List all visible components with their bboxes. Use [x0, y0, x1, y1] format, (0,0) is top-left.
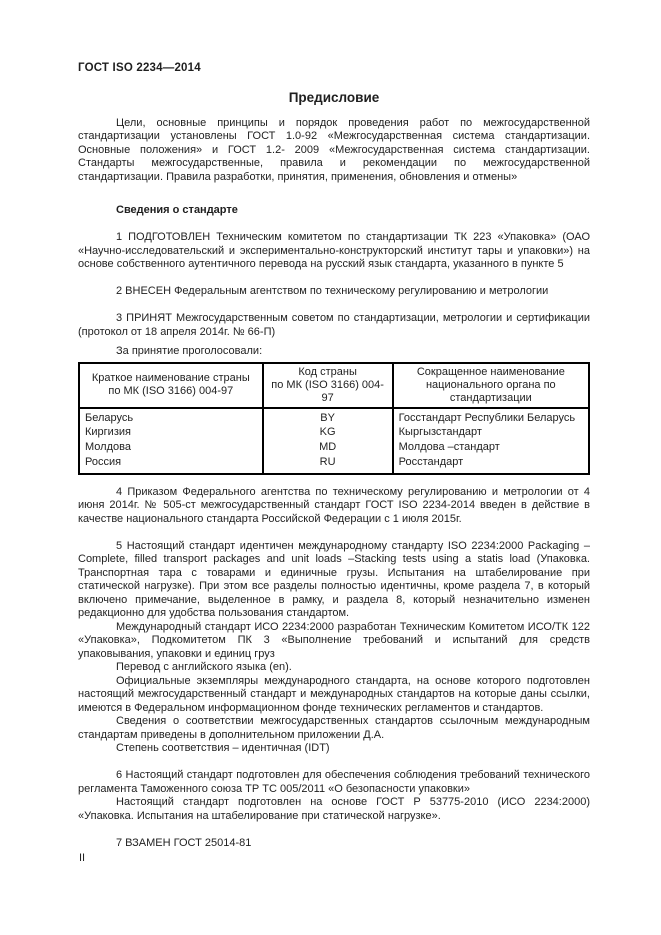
table-row — [79, 408, 589, 426]
vote-table-header-code-line1: Код страны — [298, 365, 357, 378]
vote-table-header-body-line2: национального органа по стандартизации — [425, 378, 556, 404]
table-row — [79, 455, 589, 474]
clause-5-identical: 5 Настоящий стандарт идентичен международному стандарту ISO 2234:2000 Packaging – Complete, filled transport packages and unit loads –Stacking tests using a statis load (Упаковка. Транспортная тара с товарами и единичные грузы. Испытания на штабелирование при статической нагрузке). При этом все разделы полностью идентичны, кроме раздела 7, в который включено примечание, выделенное в рамку, и раздела 8, который незначительно изменен редакционно для удобства пользования стандартом. — [78, 539, 590, 620]
vote-table-header-body-line1: Сокращенное наименование — [416, 365, 565, 378]
cell-body: Госстандарт Республики Беларусь — [393, 408, 589, 426]
vote-table-header-country — [79, 363, 263, 408]
table-row — [79, 425, 589, 440]
clause-5-official-copies: Официальные экземпляры международного стандарта, на основе которого подготовлен настоящий межгосударственный стандарт и международных стандартов на которые даны ссылки, имеются в Федеральном информационном фонде технических регламентов и стандартов. — [78, 674, 590, 714]
cell-country: Молдова — [79, 440, 263, 455]
clause-5-iso-developer: Международный стандарт ИСО 2234:2000 разработан Техническим Комитетом ИСО/ТК 122 «Упаковка», Подкомитетом ПК 3 «Выполнение требований и испытаний для средств упаковывания, упаковки и единиц груз — [78, 620, 590, 660]
clause-3-adopted: 3 ПРИНЯТ Межгосударственным советом по стандартизации, метрологии и сертификации (протокол от 18 апреля 2014г. № 66-П) — [78, 312, 590, 338]
cell-country: Киргизия — [79, 425, 263, 440]
vote-table-header-code — [263, 363, 393, 408]
cell-body: Кыргызстандарт — [393, 425, 589, 440]
clause-5-translation: Перевод с английского языка (en). — [116, 661, 292, 674]
cell-body: Молдова –стандарт — [393, 440, 589, 455]
clause-5-correspondence: Сведения о соответствии межгосударственных стандартов ссылочным международным стандартам приведены в дополнительном приложении Д.А. — [78, 715, 590, 741]
vote-table-header-country-line1: Краткое наименование страны — [91, 372, 250, 384]
doc-code: ГОСТ ISO 2234—2014 — [78, 62, 201, 74]
cell-body: Росстандарт — [393, 455, 589, 474]
page-number: II — [79, 852, 86, 864]
cell-code: RU — [263, 455, 393, 474]
cell-code: MD — [263, 440, 393, 455]
section-heading-standard-info: Сведения о стандарте — [116, 204, 238, 216]
clause-2-submitted: 2 ВНЕСЕН Федеральным агентством по техническому регулированию и метрологии — [116, 285, 549, 297]
intro-paragraph: Цели, основные принципы и порядок проведения работ по межгосударственной стандартизации установлены ГОСТ 1.0-92 «Межгосударственная система стандартизации. Основные положения» и ГОСТ 1.2- 2009 «Межгосударственная система стандартизации. Стандарты межгосударственные, правила и рекомендации по межгосударственной стандартизации. Правила разработки, принятия, применения, обновления и отмены» — [78, 116, 590, 183]
vote-table-header-row — [79, 363, 589, 408]
clause-7-replaces: 7 ВЗАМЕН ГОСТ 25014-81 — [116, 836, 252, 849]
clause-4-order: 4 Приказом Федерального агентства по техническому регулированию и метрологии от 4 июня 2014г. № 505-ст межгосударственный стандарт ГОСТ ISO 2234-2014 введен в действие в качестве национального стандарта Российской Федерации с 1 июля 2015г. — [78, 485, 590, 525]
cell-code: KG — [263, 425, 393, 440]
clause-5-degree: Степень соответствия – идентичная (IDT) — [116, 742, 330, 755]
cell-country: Беларусь — [79, 408, 263, 426]
table-row — [79, 440, 589, 455]
vote-table-header-code-line2: по МК (ISO 3166) 004-97 — [271, 378, 384, 404]
clause-6-basis: Настоящий стандарт подготовлен на основе ГОСТ Р 53775-2010 (ИСО 2234:2000) «Упаковка. Испытания на штабелирование при статической нагрузке». — [78, 796, 590, 822]
clause-6-regulation: 6 Настоящий стандарт подготовлен для обеспечения соблюдения требований технического регламента Таможенного союза ТР ТС 005/2011 «О безопасности упаковки» — [78, 769, 590, 795]
page-title: Предисловие — [288, 89, 380, 105]
cell-code: BY — [263, 408, 393, 426]
clause-1-prepared: 1 ПОДГОТОВЛЕН Техническим комитетом по стандартизации ТК 223 «Упаковка» (ОАО «Научно-исследовательский и экспериментально-конструкторский институт тары и упаковки») на основе собственного аутентичного перевода на русский язык стандарта, указанного в пункте 5 — [78, 231, 590, 270]
vote-intro-line: За принятие проголосовали: — [116, 345, 263, 357]
vote-table-header-body — [393, 363, 589, 408]
vote-table-header-country-line2: по МК (ISO 3166) 004-97 — [108, 385, 234, 397]
vote-table — [78, 362, 590, 475]
cell-country: Россия — [79, 455, 263, 474]
